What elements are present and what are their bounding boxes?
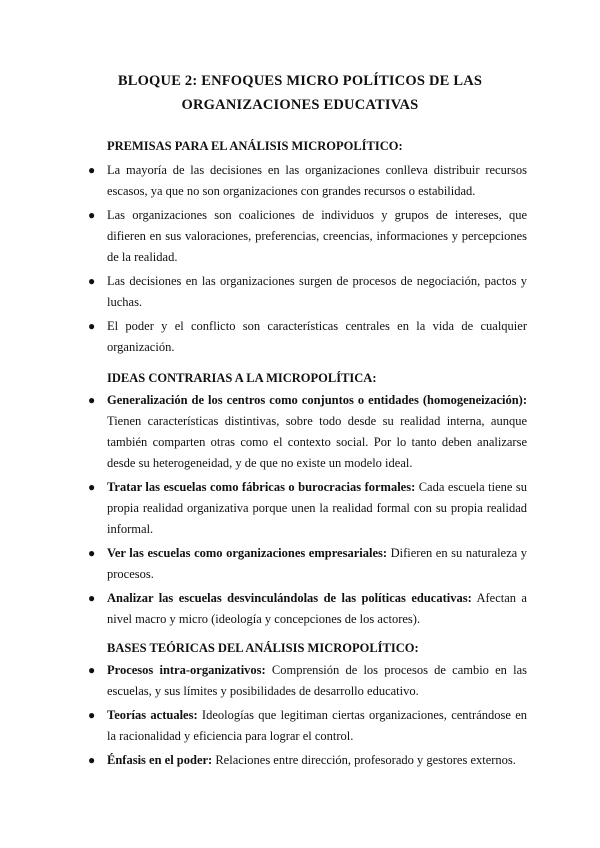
list-item: ● La mayoría de las decisiones en las organizaciones conlleva distribuir recursos escasos, ya que no son organizaciones con grandes recursos o estabilidad. bbox=[0, 160, 527, 202]
bullet-icon: ● bbox=[88, 708, 96, 722]
section-heading-ideas-contrarias: IDEAS CONTRARIAS A LA MICROPOLÍTICA: bbox=[107, 371, 377, 385]
bullet-icon: ● bbox=[88, 208, 96, 222]
list-item: ● Generalización de los centros como conjuntos o entidades (homogeneización): Tienen características distintivas, sobre todo desde su realidad interna, aunque también comparten otras como el contexto social. Por lo tanto deben analizarse desde su heterogeneidad, y de que no existe un modelo ideal. bbox=[0, 390, 527, 474]
section-heading-bases-teoricas: BASES TEÓRICAS DEL ANÁLISIS MICROPOLÍTICO: bbox=[107, 641, 419, 655]
ideas-contrarias-list bbox=[0, 390, 600, 633]
list-item: ● Procesos intra-organizativos: Comprensión de los procesos de cambio en las escuelas, y sus límites y posibilidades de desarrollo educativo. bbox=[0, 660, 527, 702]
premisas-list bbox=[0, 160, 600, 361]
bullet-icon: ● bbox=[88, 546, 96, 560]
section-heading-premisas: PREMISAS PARA EL ANÁLISIS MICROPOLÍTICO: bbox=[107, 139, 403, 153]
bullet-icon: ● bbox=[88, 393, 96, 407]
bullet-icon: ● bbox=[88, 163, 96, 177]
bullet-icon: ● bbox=[88, 663, 96, 677]
bases-teoricas-list bbox=[0, 660, 600, 774]
list-item: ● Las organizaciones son coaliciones de individuos y grupos de intereses, que difieren en sus valoraciones, preferencias, creencias, informaciones y percepciones de la realidad. bbox=[0, 205, 527, 268]
list-item: ● Teorías actuales: Ideologías que legitiman ciertas organizaciones, centrándose en la racionalidad y eficiencia para lograr el control. bbox=[0, 705, 527, 747]
document-title-line-2: ORGANIZACIONES EDUCATIVAS bbox=[181, 97, 419, 113]
bullet-icon: ● bbox=[88, 274, 96, 288]
list-item: ● Tratar las escuelas como fábricas o burocracias formales: Cada escuela tiene su propia realidad organizativa porque unen la realidad formal con su propia realidad informal. bbox=[0, 477, 527, 540]
list-item: ● Las decisiones en las organizaciones surgen de procesos de negociación, pactos y luchas. bbox=[0, 271, 527, 313]
list-item: ● Énfasis en el poder: Relaciones entre dirección, profesorado y gestores externos. bbox=[0, 750, 527, 771]
bullet-icon: ● bbox=[88, 591, 96, 605]
bullet-icon: ● bbox=[88, 480, 96, 494]
list-item: ● El poder y el conflicto son características centrales en la vida de cualquier organización. bbox=[0, 316, 527, 358]
bullet-icon: ● bbox=[88, 319, 96, 333]
list-item: ● Analizar las escuelas desvinculándolas de las políticas educativas: Afectan a nivel macro y micro (ideología y concepciones de los actores). bbox=[0, 588, 527, 630]
document-title-line-1: BLOQUE 2: ENFOQUES MICRO POLÍTICOS DE LAS bbox=[117, 73, 483, 89]
bullet-icon: ● bbox=[88, 753, 96, 767]
list-item: ● Ver las escuelas como organizaciones empresariales: Difieren en su naturaleza y procesos. bbox=[0, 543, 527, 585]
